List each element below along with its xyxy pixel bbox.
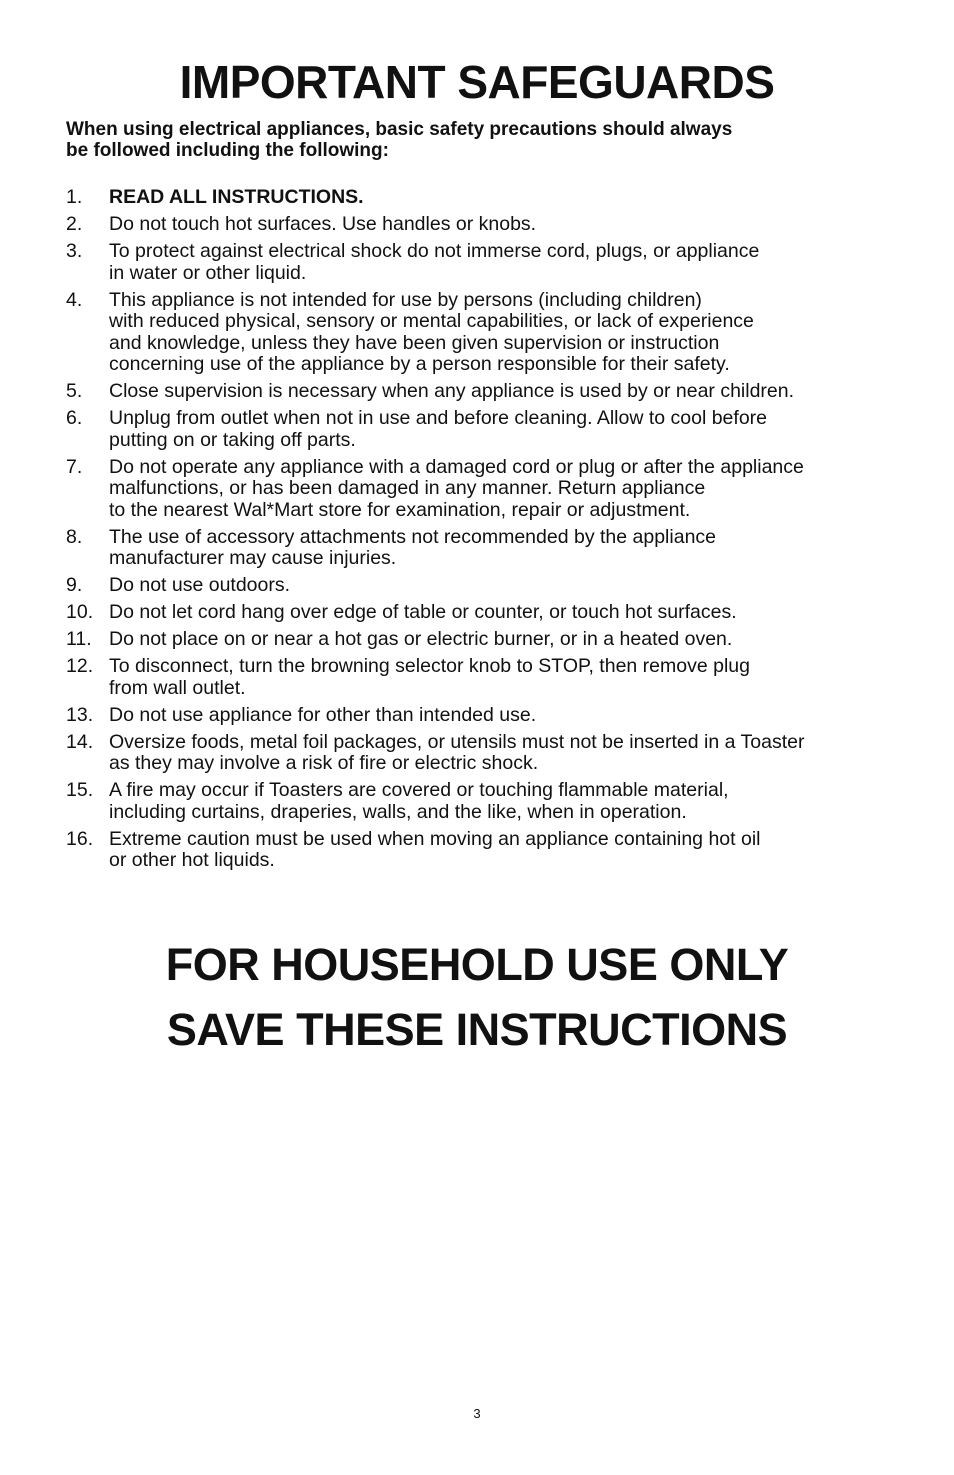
item-text: Oversize foods, metal foil packages, or utensils must not be inserted in a Toaster as they may involve a risk of fire or electric shock.: [109, 730, 805, 774]
list-item: [66, 732, 906, 775]
item-text: Do not let cord hang over edge of table or counter, or touch hot surfaces.: [109, 601, 737, 623]
item-text: Do not touch hot surfaces. Use handles or knobs.: [109, 213, 537, 235]
list-item: [66, 187, 906, 209]
list-item: [66, 457, 906, 522]
list-item: [66, 829, 906, 872]
item-text: Do not use appliance for other than intended use.: [109, 703, 537, 726]
item-number: 5.: [66, 380, 83, 402]
item-number: 2.: [66, 213, 83, 235]
item-number: 16.: [66, 827, 94, 850]
list-item: [66, 290, 906, 376]
item-number: 11.: [66, 628, 92, 650]
list-item: [66, 241, 906, 284]
item-number: 10.: [66, 601, 94, 623]
item-text: The use of accessory attachments not recommended by the appliance manufacturer may cause injuries.: [109, 525, 717, 569]
safeguards-list: [66, 187, 906, 877]
item-number: 1.: [66, 186, 83, 208]
list-item: [66, 705, 906, 727]
item-text: Close supervision is necessary when any appliance is used by or near children.: [109, 380, 795, 402]
list-item: [66, 602, 906, 624]
item-number: 13.: [66, 703, 94, 726]
item-number: 14.: [66, 730, 94, 753]
item-number: 4.: [66, 288, 83, 311]
item-number: 12.: [66, 655, 94, 677]
item-text: A fire may occur if Toasters are covered or touching flammable material, including curtains, draperies, walls, and the like, when in operation.: [109, 779, 729, 823]
page-title: IMPORTANT SAFEGUARDS: [179, 56, 775, 108]
item-number: 6.: [66, 407, 83, 429]
item-text: To protect against electrical shock do not immerse cord, plugs, or appliance in water or other liquid.: [109, 240, 760, 284]
item-text: This appliance is not intended for use by persons (including children) with reduced physical, sensory or mental capabilities, or lack of experience and knowledge, unless they have been given supervision or instruction concerning use of the appliance by a person responsible for their safety.: [109, 288, 754, 375]
item-number: 15.: [66, 779, 94, 801]
list-item: [66, 575, 906, 597]
list-item: [66, 629, 906, 651]
item-text: Extreme caution must be used when moving an appliance containing hot oil or other hot liquids.: [109, 827, 761, 871]
save-instructions-heading: SAVE THESE INSTRUCTIONS: [166, 1004, 788, 1055]
household-use-heading: FOR HOUSEHOLD USE ONLY: [165, 939, 789, 990]
list-item: [66, 408, 906, 451]
item-number: 3.: [66, 240, 83, 262]
page-number: 3: [473, 1406, 481, 1421]
item-text: READ ALL INSTRUCTIONS.: [109, 186, 364, 208]
intro-text: When using electrical appliances, basic safety precautions should always be followed including the following:: [66, 119, 733, 161]
item-number: 9.: [66, 574, 83, 596]
list-item: [66, 656, 906, 699]
item-text: To disconnect, turn the browning selector knob to STOP, then remove plug from wall outlet.: [109, 655, 750, 699]
item-text: Do not use outdoors.: [109, 574, 291, 596]
item-number: 7.: [66, 455, 83, 478]
list-item: [66, 527, 906, 570]
list-item: [66, 214, 906, 236]
list-item: [66, 381, 906, 403]
item-text: Unplug from outlet when not in use and before cleaning. Allow to cool before putting on or taking off parts.: [109, 407, 768, 451]
item-number: 8.: [66, 525, 83, 548]
item-text: Do not place on or near a hot gas or electric burner, or in a heated oven.: [109, 628, 733, 650]
item-text: Do not operate any appliance with a damaged cord or plug or after the appliance malfunctions, or has been damaged in any manner. Return appliance to the nearest Wal*Mart store for examination, repair or adjustment.: [109, 455, 804, 521]
list-item: [66, 780, 906, 823]
